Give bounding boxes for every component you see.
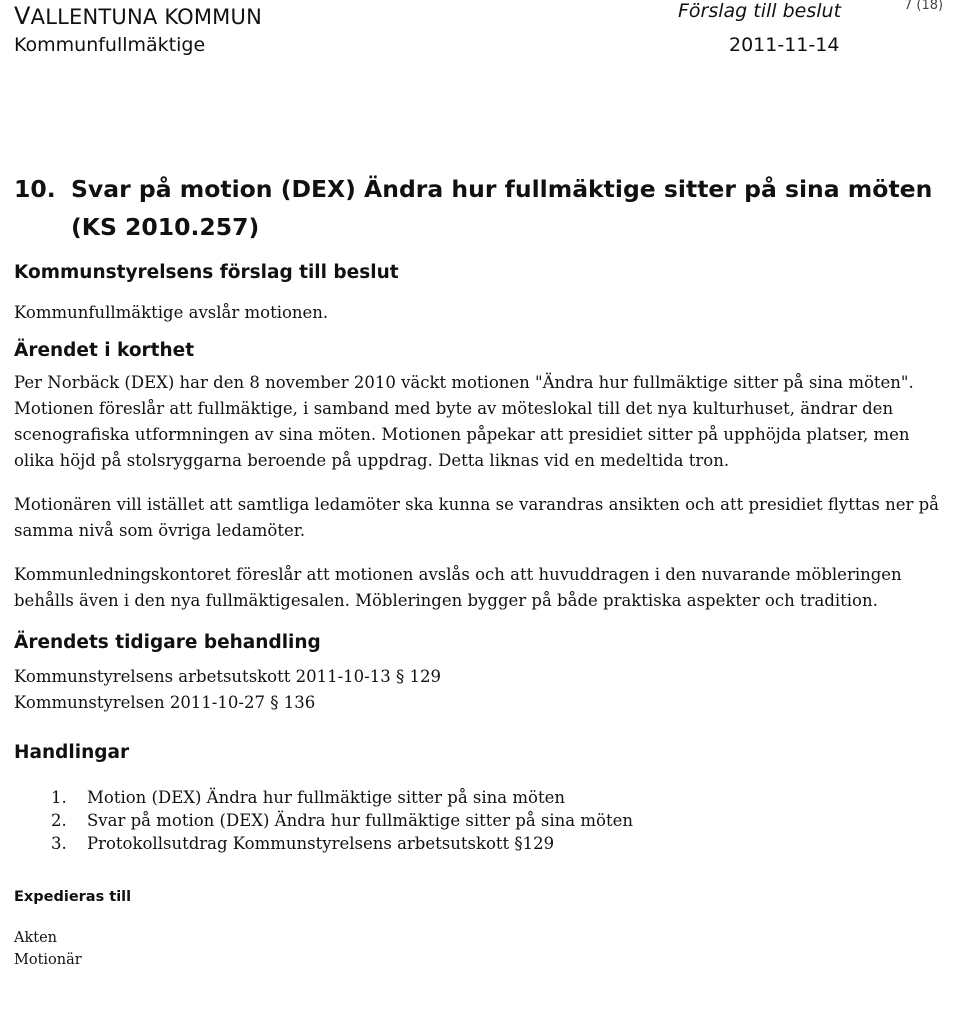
list-item: 1. Motion (DEX) Ändra hur fullmäktige sitter på sina möten [51,788,565,807]
summary-paragraph: Motionären vill istället att samtliga ledamöter ska kunna se varandras ansikten och att presidiet flyttas ner på samma nivå som övriga ledamöter. [14,495,939,540]
document-type: Förslag till beslut [678,0,842,22]
recipient: Akten [14,930,58,946]
distribution-heading: Expedieras till [14,889,132,905]
documents-heading: Handlingar [14,742,130,763]
agenda-item-text: Svar på motion (DEX) Ändra hur fullmäktige sitter på sina möten (KS 2010.257) [71,175,933,241]
org-name-rest: ALLENTUNA KOMMUN [30,5,262,29]
section-symbol: § [514,834,523,853]
summary-paragraph: Kommunledningskontoret föreslår att motionen avslås och att huvuddragen i den nuvarande möbleringen behålls även i den nya fullmäktigesalen. Möbleringen bygger på både praktiska aspekter och tradition. [14,565,902,610]
list-item: 2. Svar på motion (DEX) Ändra hur fullmäktige sitter på sina möten [51,811,633,830]
agenda-item-number: 10. [14,175,56,203]
recipient: Motionär [14,952,82,968]
summary-heading: Ärendet i korthet [14,340,195,361]
history-entry: Kommunstyrelsens arbetsutskott 2011-10-13 § 129 [14,667,441,686]
recipient-list [14,927,944,971]
page-header [14,0,944,70]
proposal-text: Kommunfullmäktige avslår motionen. [14,303,329,322]
history-list [14,664,944,716]
summary-paragraph: Per Norbäck (DEX) har den 8 november 2010 väckt motionen "Ändra hur fullmäktige sitter på sina möten". Motionen föreslår att fullmäktige, i samband med byte av möteslokal till det nya kulturhuset, ändrar den scenografiska utformningen av sina möten. Motionen påpekar att presidiet sitter på upphöjda platser, men olika höjd på stolsryggarna beroende på uppdrag. Detta liknas vid en medeltida tron. [14,373,914,470]
list-item: 3. Protokollsutdrag Kommunstyrelsens arbetsutskott § 129 [51,834,555,853]
section-symbol: § [395,667,405,686]
section-symbol: § [270,693,279,712]
org-initial: V [14,2,31,30]
meeting-body: Kommunfullmäktige [14,34,206,56]
proposal-heading: Kommunstyrelsens förslag till beslut [14,262,399,283]
document-body [14,170,944,971]
history-entry: Kommunstyrelsen 2011-10-27 § 136 [14,693,316,712]
document-date: 2011-11-14 [729,34,840,56]
history-heading: Ärendets tidigare behandling [14,632,321,653]
documents-list [14,786,944,855]
page-number: 7 (18) [904,0,944,13]
agenda-item-title [14,170,944,246]
organization-name [14,2,262,30]
